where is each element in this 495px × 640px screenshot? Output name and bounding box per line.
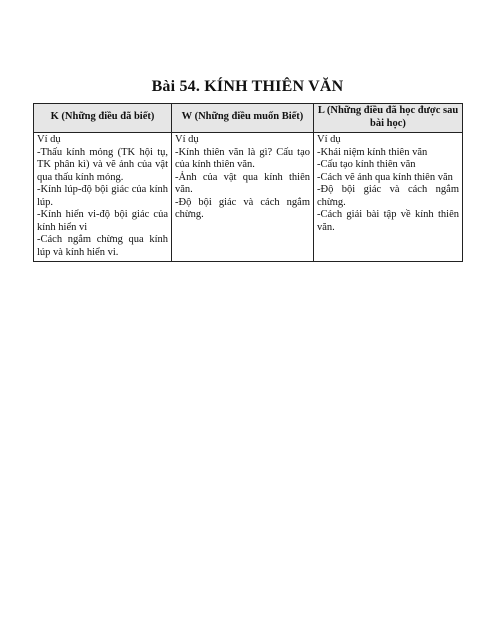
cell-line: -Kính hiển vi-độ bội giác của kính hiển vi <box>37 209 168 233</box>
cell-line: Ví dụ <box>317 134 341 145</box>
kwl-table <box>33 103 463 262</box>
table-row <box>34 133 463 262</box>
cell-line: -Cách vẽ ảnh qua kính thiên văn <box>317 171 453 183</box>
cell-line: -Kính thiên văn là gì? Cấu tạo của kính thiên văn. <box>175 146 310 170</box>
cell-line: -Độ bội giác và cách ngắm chừng. <box>317 184 459 208</box>
cell-line: -Cách ngắm chừng qua kính lúp và kính hiển vi. <box>37 234 168 258</box>
cell-l <box>314 133 463 262</box>
header-k: K (Những điều đã biết) <box>34 104 172 133</box>
cell-line: -Ảnh của vật qua kính thiên văn. <box>175 171 310 195</box>
cell-line: -Cấu tạo kính thiên văn <box>317 159 416 170</box>
cell-line: Ví dụ <box>37 134 61 145</box>
cell-line: -Thấu kính mỏng (TK hội tụ, TK phân kì) và vẽ ảnh của vật qua thấu kính mỏng. <box>37 146 168 183</box>
cell-k <box>34 133 172 262</box>
cell-w <box>172 133 314 262</box>
cell-line: -Cách giải bài tập về kính thiên văn. <box>317 209 459 233</box>
header-l: L (Những điều đã học được sau bài học) <box>314 104 463 133</box>
page-title: Bài 54. KÍNH THIÊN VĂN <box>151 78 344 95</box>
cell-line: -Độ bội giác và cách ngắm chừng. <box>175 196 310 220</box>
cell-line: Ví dụ <box>175 134 199 145</box>
cell-line: -Khái niệm kính thiên văn <box>317 146 428 158</box>
table-header-row <box>34 104 463 133</box>
header-w: W (Những điều muốn Biết) <box>172 104 314 133</box>
cell-line: -Kính lúp-độ bội giác của kính lúp. <box>37 184 168 208</box>
